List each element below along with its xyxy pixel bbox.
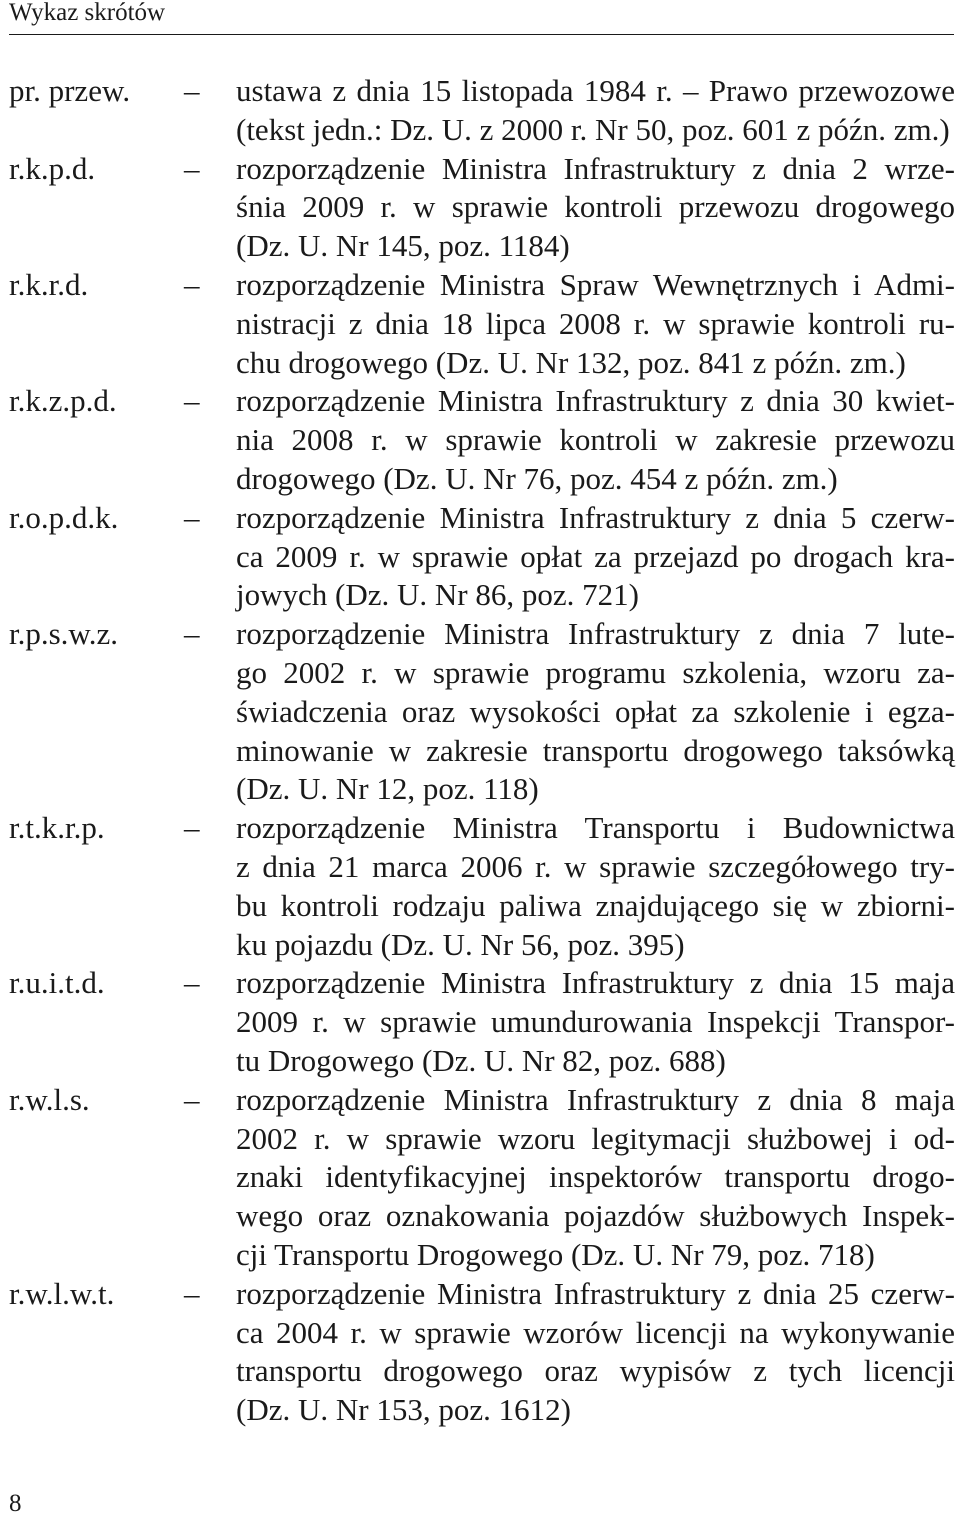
abbreviation-entry xyxy=(9,809,955,964)
definition-line: (tekst jedn.: Dz. U. z 2000 r. Nr 50, poz. 601 z późn. zm.) xyxy=(236,111,950,147)
abbreviation-definition xyxy=(236,150,955,266)
definition-line: minowanie w zakresie transportu drogowego taksówką xyxy=(236,732,955,768)
definition-line: z dnia 21 marca 2006 r. w sprawie szczegółowego try- xyxy=(236,848,955,884)
entry-dash: – xyxy=(184,150,200,186)
abbreviation-entry xyxy=(9,1275,955,1430)
definition-line: rozporządzenie Ministra Infrastruktury z dnia 5 czerw- xyxy=(236,499,955,535)
definition-line: znaki identyfikacyjnej inspektorów transportu drogo- xyxy=(236,1159,955,1195)
running-header: Wykaz skrótów xyxy=(9,0,166,26)
definition-line: chu drogowego (Dz. U. Nr 132, poz. 841 z późn. zm.) xyxy=(236,344,906,380)
abbreviation-term: r.t.k.r.p. xyxy=(9,810,105,846)
definition-line: śnia 2009 r. w sprawie kontroli przewozu drogowego xyxy=(236,189,955,225)
entry-dash: – xyxy=(184,1275,200,1311)
definition-line: wego oraz oznakowania pojazdów służbowych Inspek- xyxy=(236,1198,955,1234)
abbreviation-definition xyxy=(236,266,955,382)
abbreviation-definition xyxy=(236,809,955,964)
definition-line: ca 2009 r. w sprawie opłat za przejazd po drogach kra- xyxy=(236,538,955,574)
definition-line: (Dz. U. Nr 145, poz. 1184) xyxy=(236,228,570,264)
definition-line: 2002 r. w sprawie wzoru legitymacji służbowej i od- xyxy=(236,1120,955,1156)
header-rule xyxy=(9,34,954,35)
abbreviation-entry xyxy=(9,964,955,1080)
definition-line: nia 2008 r. w sprawie kontroli w zakresie przewozu xyxy=(236,422,955,458)
definition-line: ca 2004 r. w sprawie wzorów licencji na wykonywanie xyxy=(236,1314,955,1350)
definition-line: tu Drogowego (Dz. U. Nr 82, poz. 688) xyxy=(236,1042,726,1078)
entry-dash: – xyxy=(184,810,200,846)
definition-line: nistracji z dnia 18 lipca 2008 r. w sprawie kontroli ru- xyxy=(236,305,955,341)
definition-line: rozporządzenie Ministra Spraw Wewnętrznych i Admi- xyxy=(236,266,955,302)
definition-line: 2009 r. w sprawie umundurowania Inspekcji Transpor- xyxy=(236,1004,955,1040)
definition-line: drogowego (Dz. U. Nr 76, poz. 454 z późn. zm.) xyxy=(236,460,838,496)
definition-line: rozporządzenie Ministra Infrastruktury z dnia 15 maja xyxy=(236,965,955,1001)
definition-line: (Dz. U. Nr 12, poz. 118) xyxy=(236,771,539,807)
abbreviation-definition xyxy=(236,382,955,498)
abbreviation-term: r.w.l.w.t. xyxy=(9,1275,115,1311)
abbreviation-term: r.p.s.w.z. xyxy=(9,616,119,652)
entry-dash: – xyxy=(184,965,200,1001)
abbreviation-entry xyxy=(9,150,955,266)
entry-dash: – xyxy=(184,1081,200,1117)
abbreviation-definition xyxy=(236,72,955,150)
definition-line: transportu drogowego oraz wypisów z tych licencji xyxy=(236,1353,955,1389)
definition-line: go 2002 r. w sprawie programu szkolenia, wzoru za- xyxy=(236,654,955,690)
abbreviation-term: r.k.z.p.d. xyxy=(9,383,117,419)
abbreviation-entry xyxy=(9,1081,955,1275)
entry-dash: – xyxy=(184,616,200,652)
abbreviation-definition xyxy=(236,1275,955,1430)
definition-line: bu kontroli rodzaju paliwa znajdującego się w zbiorni- xyxy=(236,887,955,923)
definition-line: rozporządzenie Ministra Infrastruktury z dnia 7 lute- xyxy=(236,616,955,652)
entry-dash: – xyxy=(184,499,200,535)
abbreviation-entry xyxy=(9,72,955,150)
abbreviation-definition xyxy=(236,964,955,1080)
abbreviation-term: r.k.r.d. xyxy=(9,266,89,302)
definition-line: rozporządzenie Ministra Infrastruktury z dnia 8 maja xyxy=(236,1081,955,1117)
definition-line: cji Transportu Drogowego (Dz. U. Nr 79, poz. 718) xyxy=(236,1236,875,1272)
entry-dash: – xyxy=(184,383,200,419)
abbreviation-definition xyxy=(236,499,955,615)
definition-line: rozporządzenie Ministra Infrastruktury z dnia 30 kwiet- xyxy=(236,383,955,419)
definition-line: ku pojazdu (Dz. U. Nr 56, poz. 395) xyxy=(236,926,685,962)
abbreviation-entry xyxy=(9,266,955,382)
abbreviation-entry xyxy=(9,382,955,498)
abbreviation-term: r.k.p.d. xyxy=(9,150,96,186)
entry-dash: – xyxy=(184,73,200,108)
abbreviation-term: r.o.p.d.k. xyxy=(9,499,119,535)
abbreviation-term: pr. przew. xyxy=(9,73,131,108)
abbreviation-term: r.w.l.s. xyxy=(9,1081,90,1117)
definition-line: świadczenia oraz wysokości opłat za szkolenie i egza- xyxy=(236,693,955,729)
definition-line: (Dz. U. Nr 153, poz. 1612) xyxy=(236,1392,571,1428)
definition-line: rozporządzenie Ministra Infrastruktury z dnia 25 czerw- xyxy=(236,1275,955,1311)
abbreviation-definition xyxy=(236,1081,955,1275)
abbreviation-list xyxy=(9,72,955,1430)
page-number: 8 xyxy=(9,1490,22,1517)
definition-line: rozporządzenie Ministra Transportu i Budownictwa xyxy=(236,810,955,846)
definition-line: rozporządzenie Ministra Infrastruktury z dnia 2 wrze- xyxy=(236,150,955,186)
abbreviation-entry xyxy=(9,499,955,615)
abbreviation-entry xyxy=(9,615,955,809)
definition-line: ustawa z dnia 15 listopada 1984 r. – Prawo przewozowe xyxy=(236,73,955,108)
definition-line: jowych (Dz. U. Nr 86, poz. 721) xyxy=(236,577,639,613)
abbreviation-definition xyxy=(236,615,955,809)
abbreviation-term: r.u.i.t.d. xyxy=(9,965,105,1001)
entry-dash: – xyxy=(184,266,200,302)
